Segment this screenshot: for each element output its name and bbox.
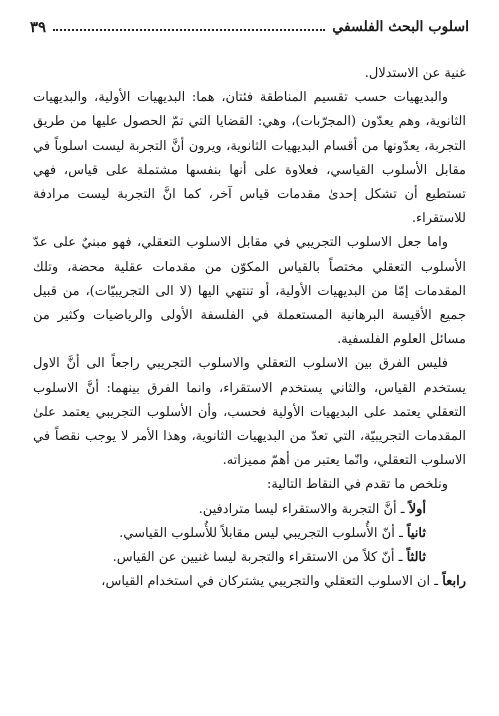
point-label: رابعاً — [442, 574, 466, 590]
list-item — [33, 498, 466, 522]
leader-dots — [53, 29, 325, 31]
point-text: ـ أنّ الأُسلوب التجريبي ليس مقابلاً للأُسلوب القياسي. — [119, 525, 407, 541]
point-text: ـ أنّ كلاً من الاستقراء والتجربة ليسا غنيين عن القياس. — [112, 550, 407, 566]
point-label: ثالثاً — [406, 550, 426, 566]
paragraph: ونلخص ما تقدم في النقاط التالية: — [267, 477, 448, 493]
paragraph: فليس الفرق بين الاسلوب التعقلي والاسلوب التجريبي راجعاً الى أنَّ الاول يستخدم القياس، والثاني يستخدم الاستقراء، وانما الفرق بينهما: أنَّ الاسلوب التعقلي يعتمد على البديهيات الأولية فحسب، وأن الأسلوب التجريبي يعتمد علىٰ المقدمات التجريبيّة، التي تعدّ من البديهيات الثانوية، وهذا الأمر لا يوجب نقصاً في الاسلوب التعقلي، وانّما يعتبر من أهمّ مميزاته. — [33, 356, 466, 469]
list-item — [33, 522, 466, 546]
page-number: ٣٩ — [30, 18, 47, 36]
paragraph: واما جعل الاسلوب التجريبي في مقابل الاسلوب التعقلي، فهو مبنيٌ على عدّ الأسلوب التعقلي مختصاً بالقياس المكوّن من مقدمات عقلية محضة، وتلك المقدمات إمّا من البديهيات الأولية، أو تنتهي اليها (لا الى التجريبيّات)، من قبيل جميع الأقيسة البرهانية المستعملة في الفلسفة الأولى والرياضيات وكثير من مسائل العلوم الفلسفية. — [33, 235, 466, 348]
paragraph: والبديهيات حسب تقسيم المناطقة فئتان، هما: البديهيات الأولية، والبديهيات الثانوية، وهم يعدّون (المجرّبات)، وهي: القضايا التي تمّ الحصول عليها من طريق التجربة، يعدّونها من أقسام البديهيات الثانوية، ويرون أنَّ التجربة ليست اسلوباً في مقابل الأسلوب القياسي، فعلاوة على أنها بنفسها مشتملة على قياس، فهي تستطيع أن تشكل إحدىٰ مقدمات قياس آخر، كما انَّ التجربة ليست مرادفة للاستقراء. — [33, 90, 466, 227]
paragraph: غنية عن الاستدلال. — [364, 66, 466, 81]
point-text: ـ أنَّ التجربة والاستقراء ليسا مترادفين. — [198, 501, 409, 517]
point-label: ثانياً — [406, 525, 426, 541]
list-item — [33, 570, 466, 594]
point-label: أولاً — [408, 501, 426, 517]
point-text: ـ ان الاسلوب التعقلي والتجريبي يشتركان في استخدام القياس، — [101, 574, 443, 590]
list-item — [33, 546, 466, 570]
page-header — [30, 14, 469, 40]
running-title: اسلوب البحث الفلسفي — [332, 19, 469, 35]
body-text — [33, 62, 466, 594]
